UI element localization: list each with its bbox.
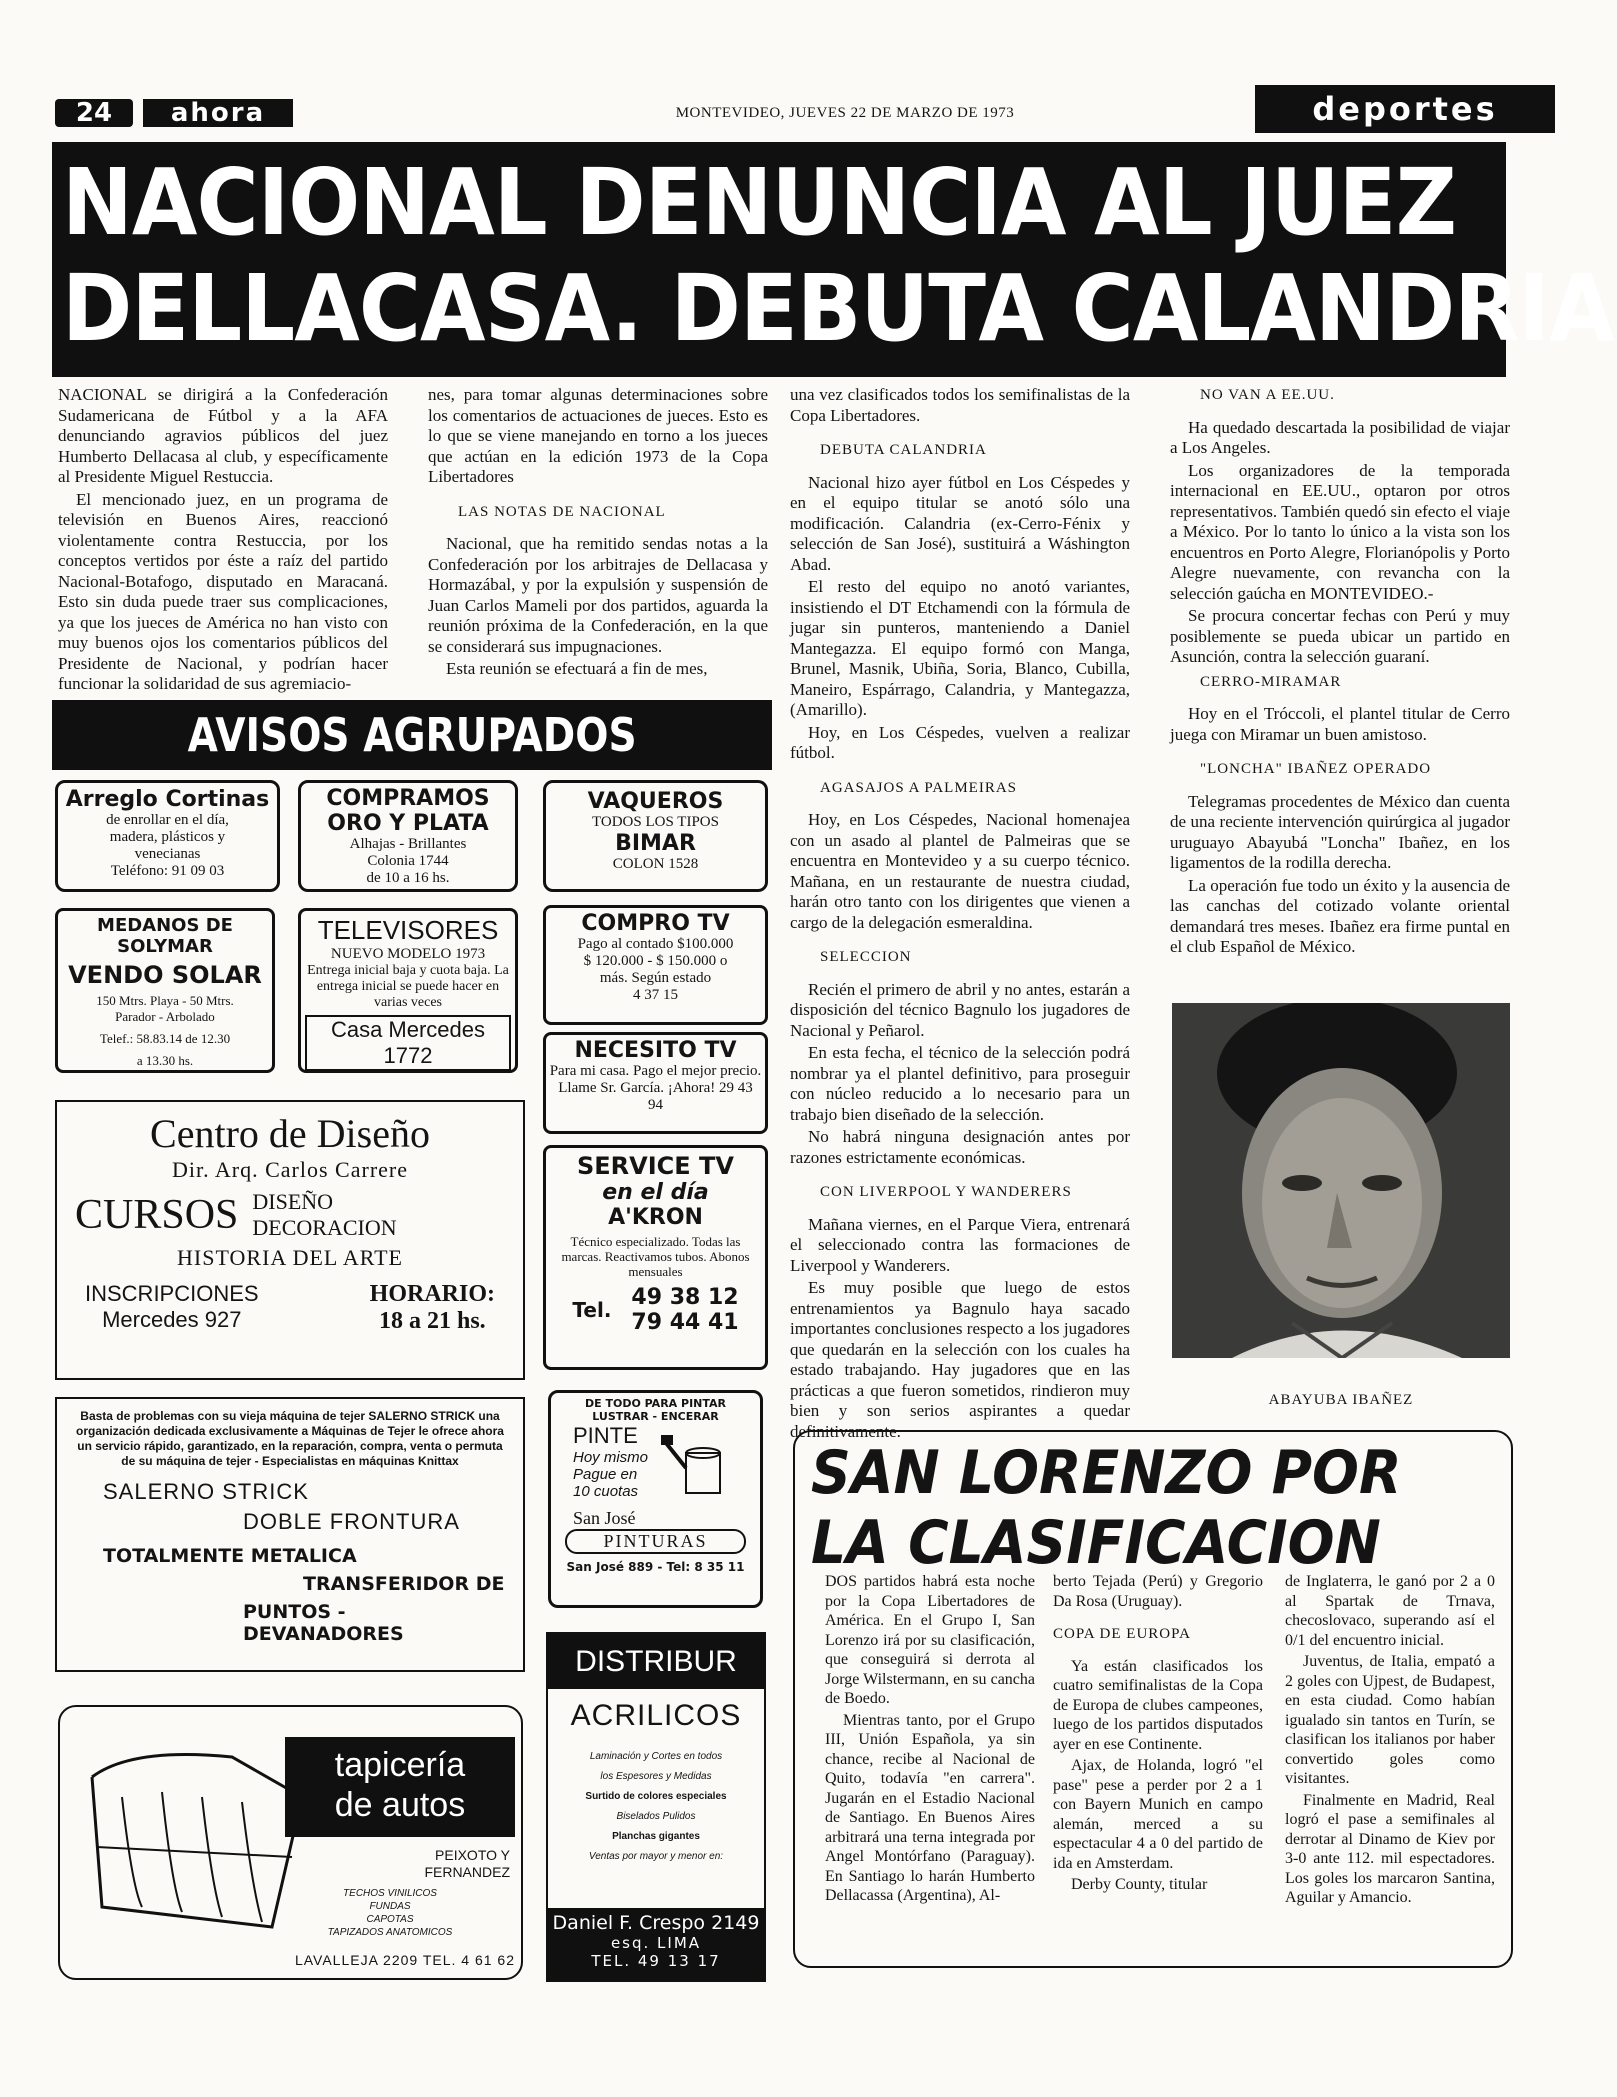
ad-brand: PINTURAS (565, 1529, 746, 1554)
paragraph: de Inglaterra, le ganó por 2 a 0 al Spartak de Trnava, checoslovaco, superando así el 0/1 del encuentro inicial. (1285, 1573, 1495, 1649)
ad-footer: LAVALLEJA 2209 TEL. 4 61 62 (294, 1952, 515, 1968)
ad-course: DISEÑO (252, 1189, 334, 1214)
subhead: COPA DE EUROPA (1053, 1626, 1191, 1642)
ad-line: madera, plásticos y (109, 829, 226, 845)
paragraph: Esta reunión se efectuará a fin de mes, (446, 659, 708, 678)
ad-medanos (55, 908, 275, 1073)
paragraph: Hoy, en Los Céspedes, vuelven a realizar fútbol. (790, 722, 1130, 762)
subhead: DEBUTA CALANDRIA (820, 442, 987, 458)
ad-necesito-tv (543, 1032, 768, 1134)
paragraph: Finalmente en Madrid, Real logró el pase a semifinales al derrotar al Dinamo de Kiev por 3-0 ante 112. mil espectadores. Los goles los marcaron Santina, Aguilar y Amancio. (1285, 1791, 1495, 1906)
headline-line-1: NACIONAL DENUNCIA AL JUEZ (62, 149, 1457, 256)
paragraph: Mientras tanto, por el Grupo III, Unión Española, ya sin chance, recibe al Nacional de Quito, todavía "en carrera". Jugarán en el Estadio Nacional de Santiago. En Buenos Aires arbitrará una terna integrada por Angel Montórfano (Paraguay). En Santiago lo harán Humberto Dellacassa (Argentina), Al- (825, 1711, 1035, 1904)
page-number: 24 (75, 98, 113, 128)
ad-top: DE TODO PARA PINTAR LUSTRAR - ENCERAR (584, 1397, 726, 1423)
ad-line: Pago al contado $100.000 (577, 936, 734, 952)
ad-title: TELEVISORES (317, 915, 499, 945)
ad-cortinas (55, 780, 280, 892)
ad-title: Centro de Diseño (150, 1111, 430, 1156)
paragraph: Hoy, en Los Céspedes, Nacional homenajea con un asado al plantel de Palmeiras que se encuentra en Montevideo y a su cuerpo técnico. Mañana, en un restaurante de nuestra ciudad, harán otro tanto con los dirigentes que vienen a cargo de la delegación esmeraldina. (790, 810, 1130, 932)
subhead: NO VAN A EE.UU. (1200, 387, 1335, 403)
ad-value: 18 a 21 hs. (378, 1308, 486, 1334)
photo-caption: ABAYUBA IBAÑEZ (1268, 1392, 1414, 1408)
ad-acrilicos (546, 1632, 766, 1982)
article1-col3 (790, 385, 1130, 1444)
classifieds-banner-text: AVISOS AGRUPADOS (187, 708, 637, 762)
ad-line: COLON 1528 (612, 856, 699, 872)
paragraph: Ha quedado descartada la posibilidad de viajar a Los Angeles. (1170, 417, 1510, 457)
ad-address: TEL. 49 13 17 (591, 1952, 721, 1970)
ad-footer: San José 889 - Tel: 8 35 11 (566, 1560, 745, 1574)
ad-services (290, 1887, 490, 1939)
subhead: CON LIVERPOOL Y WANDERERS (820, 1184, 1072, 1200)
ad-line: 150 Mtrs. Playa - 50 Mtrs. (96, 993, 234, 1008)
ad-line: Para mi casa. Pago el mejor precio. Llame Sr. García. ¡Ahora! 29 43 94 (549, 1063, 762, 1113)
ad-line: venecianas (134, 846, 201, 862)
ad-title: BIMAR (615, 831, 696, 856)
ad-line: Telef.: 58.83.14 de 12.30 (99, 1031, 231, 1046)
ad-phone: 49 38 12 (631, 1285, 739, 1310)
paragraph: nes, para tomar algunas determinaciones sobre los comentarios de actuaciones de jueces. Esto es lo que se viene manejando en torno a los jueces que actúan en la edición 1973 de la Copa Libertadores (428, 385, 768, 486)
ad-title: en el día (602, 1180, 709, 1205)
ad-line: Biselados Pulidos (616, 1811, 696, 1822)
ad-line: Entrega inicial baja y cuota baja. La entrega inicial se puede hacer en varias veces (307, 963, 509, 1010)
player-photo (1172, 1003, 1510, 1358)
subhead: SELECCION (820, 949, 912, 965)
ad-label: INSCRIPCIONES (85, 1281, 259, 1306)
paragraph: La operación fue todo un éxito y la ausencia de las canchas del cotizado volante oriental demandará tres meses. Ibañez era firme puntal en el club Español de México. (1170, 875, 1510, 956)
ad-line: 4 37 15 (633, 987, 678, 1003)
ad-line: TODOS LOS TIPOS (592, 814, 719, 830)
ad-title: DOBLE FRONTURA (243, 1509, 460, 1534)
ad-line: Técnico especializado. Todas las marcas. Reactivamos tubos. Abonos mensuales (561, 1234, 750, 1279)
ad-line: más. Según estado (599, 970, 712, 986)
section-label: deportes (1312, 90, 1498, 128)
paragraph: Hoy en el Tróccoli, el plantel titular de Cerro juega con Miramar un buen amistoso. (1170, 704, 1510, 744)
ad-salerno (55, 1397, 525, 1672)
ad-title: de autos (334, 1786, 466, 1824)
ad-course: DECORACION (252, 1215, 397, 1240)
ad-title: DISTRIBUR (575, 1645, 737, 1678)
article1-col1 (58, 385, 388, 697)
paragraph: DOS partidos habrá esta noche por la Copa Libertadores de América. En el Grupo I, San Lorenzo irá por su clasificación, que conseguirá si derrota al Jorge Wilstermann, en su cancha de Boedo. (825, 1573, 1035, 1707)
ad-line: Ventas por mayor y menor en: (588, 1851, 724, 1862)
ad-service-tv (543, 1145, 768, 1370)
article2-title-line-2: LA CLASIFICACION (811, 1508, 1381, 1578)
classifieds-banner (52, 700, 772, 770)
ad-label: HORARIO: (369, 1281, 495, 1307)
ad-line: CAPOTAS (366, 1914, 414, 1925)
ad-compro-tv (543, 905, 768, 1025)
paragraph: Nacional, que ha remitido sendas notas a la Confederación por los arbitrajes de Dellacasa y Hormazábal, y por la expulsión y suspensión de Juan Carlos Mameli por dos partidos, aguarda la reunión próxima de la Confederación, en la que se considerará sus impugnaciones. (428, 534, 768, 656)
masthead (55, 90, 1505, 137)
ad-vaqueros (543, 780, 768, 892)
ad-title: SERVICE TV (577, 1152, 734, 1180)
ad-title: TRANSFERIDOR DE (303, 1573, 505, 1595)
paragraph: Recién el primero de abril y no antes, estarán a disposición del técnico Bagnulo los jugadores de Nacional y Peñarol. (790, 979, 1130, 1040)
ad-value: Mercedes 927 (102, 1307, 242, 1332)
ad-line: de enrollar en el día, (106, 812, 229, 828)
ad-title: A'KRON (608, 1205, 703, 1230)
ad-body: Basta de problemas con su vieja máquina de tejer SALERNO STRICK una organización dedicada exclusivamente a Máquinas de Tejer le ofrece ahora un servicio rápido, garantizado, en la reparación, compra, venta o permuta de su máquina de tejer - Especialistas en máquinas Knittax (76, 1409, 504, 1468)
ad-subtitle: Dir. Arq. Carlos Carrere (172, 1157, 408, 1182)
ad-line: Alhajas - Brillantes (349, 836, 467, 852)
paragraph: NACIONAL se dirigirá a la Confederación Sudamericana de Fútbol y a la AFA denunciando agravios públicos del juez Humberto Dellacasa al club, y específicamente al Presidente Miguel Restuccia. (58, 385, 388, 486)
ad-cursos: CURSOS (75, 1192, 239, 1238)
main-headline (52, 142, 1614, 377)
ad-title-box (285, 1737, 515, 1837)
paragraph: No habrá ninguna designación antes por razones estrictamente económicas. (790, 1127, 1130, 1167)
ad-address: Daniel F. Crespo 2149 (552, 1912, 760, 1934)
ad-line: TECHOS VINILICOS (343, 1888, 437, 1899)
ad-oro-plata (298, 780, 518, 892)
ad-phone: Teléfono: 91 09 03 (110, 863, 225, 879)
article2-title-line-1: SAN LORENZO POR (811, 1438, 1402, 1508)
dateline: MONTEVIDEO, JUEVES 22 DE MARZO DE 1973 (675, 105, 1015, 121)
portrait-illustration (1172, 1003, 1510, 1358)
ad-line: 10 cuotas (573, 1483, 639, 1500)
ad-title: SALERNO STRICK (103, 1479, 309, 1504)
paragraph: Telegramas procedentes de México dan cuenta de una reciente intervención quirúrgica al jugador uruguayo Abayubá "Loncha" Ibañez, en los ligamentos de la rodilla derecha. (1170, 791, 1510, 872)
paragraph: Ajax, de Holanda, logró "el pase" pese a perder por 2 a 1 con Bayern Munich en campo alemán, merced a su espectacular 4 a 0 del partido de ida en Amsterdam. (1053, 1757, 1263, 1872)
section-box (1255, 85, 1555, 133)
subhead: CERRO-MIRAMAR (1200, 673, 1342, 690)
ad-address-box (548, 1908, 764, 1980)
subhead: LAS NOTAS DE NACIONAL (458, 503, 666, 520)
ad-line: Hoy mismo (573, 1449, 649, 1466)
ad-line: NUEVO MODELO 1973 (330, 946, 486, 962)
ad-title: MEDANOS DE SOLYMAR (97, 915, 233, 957)
paragraph: Se procura concertar fechas con Perú y muy posiblemente se pueda ubicar un partido en Asunción, contra la selección guaraní. (1170, 606, 1510, 666)
paragraph: Mañana viernes, en el Parque Viera, entrenará el seleccionado contra las formaciones de Liverpool y Wanderers. (790, 1214, 1130, 1275)
article2-col2 (1053, 1572, 1263, 1897)
ad-tapiceria (58, 1705, 523, 1980)
ad-title-box (548, 1634, 764, 1689)
paragraph: El mencionado juez, en un programa de televisión en Buenos Aires, reaccionó violentamente contra Restuccia, por los conceptos vertidos por éste a raíz del partido Nacional-Botafogo, disputado en Maracaná. Esto sin duda puede traer sus complicaciones, ya que los jueces de América no han visto con muy buenos ojos los comentarios públicos del Presidente de Nacional, y podrían hacer funcionar la solidaridad de sus agremiacio- (58, 489, 388, 693)
ad-title: ORO Y PLATA (327, 811, 489, 836)
ad-address: esq. LIMA (610, 1934, 702, 1952)
ad-title: Arreglo Cortinas (65, 787, 270, 812)
ad-title: PINTE (573, 1423, 638, 1448)
paragraph: Ya están clasificados los cuatro semifinalistas de la Copa de Europa de clubes campeones, luego de los partidos disputados ayer en ese Continente. (1053, 1657, 1263, 1753)
ad-line: los Espesores y Medidas (600, 1771, 712, 1782)
ad-televisores (298, 908, 518, 1073)
subhead: AGASAJOS A PALMEIRAS (820, 779, 1017, 796)
page-number-box (55, 99, 133, 127)
paragraph: berto Tejada (Perú) y Gregorio Da Rosa (Uruguay). (1053, 1573, 1263, 1610)
ad-title: COMPRO TV (581, 911, 730, 936)
ad-title: COMPRAMOS (326, 786, 490, 811)
ad-line: a 13.30 hs. (136, 1053, 194, 1068)
ad-phone: 79 44 41 (631, 1310, 739, 1335)
paragraph: una vez clasificados todos los semifinalistas de la Copa Libertadores. (790, 385, 1130, 425)
headline-line-2: DELLACASA. DEBUTA CALANDRIA (62, 255, 1614, 362)
ad-line: $ 120.000 - $ 150.000 o (583, 953, 728, 969)
article1-col4 (1170, 385, 1510, 960)
ad-line: Laminación y Cortes en todos (589, 1751, 723, 1762)
ad-title: tapicería (334, 1746, 466, 1784)
ad-line: FERNANDEZ (424, 1864, 510, 1880)
ad-title: NECESITO TV (574, 1038, 737, 1063)
paragraph: En esta fecha, el técnico de la selección podrá nombrar ya el plantel definitivo, para proseguir con núcleo reducido a lo necesario para un trabajo bien diseñado de la selección. (790, 1043, 1130, 1124)
ad-owners (330, 1847, 510, 1881)
ad-line: Surtido de colores especiales (585, 1791, 727, 1802)
ad-title: Casa Mercedes 1772 (305, 1015, 511, 1071)
ad-line: Parador - Arbolado (115, 1009, 215, 1024)
car-seat-icon (72, 1737, 312, 1937)
article2-col1 (825, 1572, 1035, 1908)
ad-title: VAQUEROS (587, 789, 724, 814)
paper-name-box (143, 99, 293, 127)
paint-can-icon (656, 1423, 736, 1508)
subhead: "LONCHA" IBAÑEZ OPERADO (1200, 761, 1432, 777)
ad-line: Planchas gigantes (612, 1831, 700, 1842)
paragraph: El resto del equipo no anotó variantes, insistiendo el DT Etchamendi con la fórmula de jugar sin punteros, manteniendo a Daniel Mantegazza. El equipo formó con Manga, Brunel, Masnik, Ubiña, Soria, Blanco, Cubilla, Maneiro, Espárrago, Calandria, y Mantegazza, (Amarillo). (790, 577, 1130, 719)
ad-line: Colonia 1744 (367, 853, 449, 869)
ad-line: Pague en (573, 1466, 638, 1483)
ad-title: TOTALMENTE METALICA (103, 1545, 357, 1567)
ad-brand: San José (573, 1508, 636, 1528)
ad-line: PEIXOTO Y (435, 1847, 510, 1863)
ad-course: HISTORIA DEL ARTE (177, 1245, 403, 1270)
ad-centro-diseno (55, 1100, 525, 1380)
paragraph: Los organizadores de la temporada internacional en EE.UU., optaron por otros representativos. También quedó sin efecto el viaje a México. Por lo tanto lo único a la vista son los encuentros en Porto Alegre, Florianópolis y Porto Alegre nuevamente, con revancha con la selección gaúcha en MONTEVIDEO.- (1170, 460, 1510, 603)
ad-phone-label: Tel. (572, 1298, 612, 1322)
ad-line: TAPIZADOS ANATOMICOS (327, 1927, 453, 1938)
ad-title: PUNTOS - DEVANADORES (243, 1601, 404, 1645)
ad-title: VENDO SOLAR (68, 961, 262, 989)
paragraph: Juventus, de Italia, empató a 2 goles con Ujpest, de Budapest, en esta ciudad. Como habían igualado sin tantos en Turín, se clasifican los italianos por haber convertido goles como visitantes. (1285, 1653, 1495, 1787)
paragraph: Nacional hizo ayer fútbol en Los Céspedes y en el equipo titular se anotó sólo una modificación. Calandria (ex-Cerro-Fénix y selección de San José), sustituirá a Wáshington Abad. (790, 472, 1130, 574)
ad-line: FUNDAS (369, 1901, 411, 1912)
ad-title: ACRILICOS (570, 1699, 742, 1732)
paragraph: Es muy posible que luego de estos entrenamientos ya Bagnulo haya sacado importantes conclusiones respecto a los jugadores que quedarán en la selección con los cuales ha estado trabajando. Hay jugadores que en las prácticas a que fueron sometidos, rindieron muy bien y son serios aspirantes a quedar definitivamente. (790, 1278, 1130, 1441)
ad-pinte (548, 1390, 763, 1608)
article2-col3 (1285, 1572, 1495, 1910)
article2-box (793, 1430, 1513, 1968)
paragraph: Derby County, titular (1071, 1876, 1208, 1893)
article1-col2 (428, 385, 768, 682)
ad-line: de 10 a 16 hs. (366, 870, 450, 886)
article2-headline (795, 1432, 1511, 1578)
paper-name: ahora (170, 98, 266, 128)
